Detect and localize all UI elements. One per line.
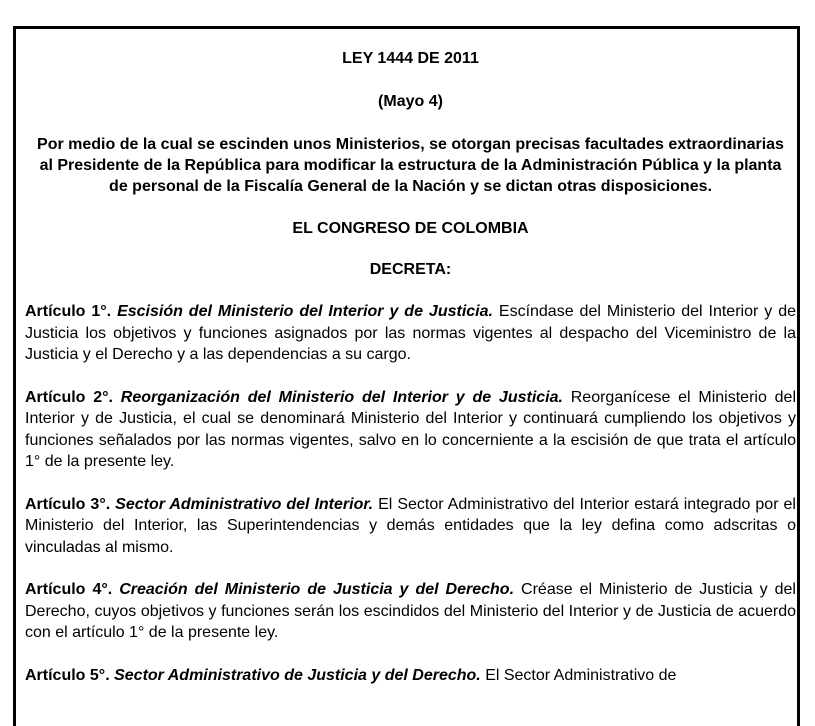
law-summary: Por medio de la cual se escinden unos Ministerios, se otorgan precisas facultades extraordinarias al Presidente de la República para modificar la estructura de la Administración Pública y la planta de personal de la Fiscalía General de la Nación y se dictan otras disposiciones. bbox=[37, 136, 784, 195]
law-date: (Mayo 4) bbox=[378, 93, 443, 110]
article-body: El Sector Administrativo de bbox=[485, 666, 677, 684]
article-body: El Sector Administrativo del Interior estará integrado por el Ministerio del Interior, las Superintendencias y demás entidades que la ley defina como adscritas o vinculadas al mismo. bbox=[25, 495, 796, 556]
article-heading: Reorganización del Ministerio del Interior y de Justicia. bbox=[120, 388, 563, 406]
article-4 bbox=[25, 579, 796, 644]
article-body: Escíndase del Ministerio del Interior y de Justicia los objetivos y funciones asignados por las normas vigentes al despacho del Viceministro de la Justicia y el Derecho y a las dependencias a su cargo. bbox=[25, 303, 796, 363]
article-number: Artículo 2°. bbox=[25, 388, 113, 406]
law-title: LEY 1444 DE 2011 bbox=[342, 50, 479, 67]
issuer-heading: EL CONGRESO DE COLOMBIA bbox=[292, 220, 529, 237]
article-heading: Creación del Ministerio de Justicia y del Derecho. bbox=[119, 581, 515, 598]
article-heading: Escisión del Ministerio del Interior y de Justicia. bbox=[117, 303, 493, 320]
article-2 bbox=[25, 387, 796, 473]
article-body: Créase el Ministerio de Justicia y del Derecho, cuyos objetivos y funciones serán los escindidos del Ministerio del Interior y de Justicia de acuerdo con el artículo 1° de la presente ley. bbox=[25, 581, 796, 641]
article-number: Artículo 5°. bbox=[25, 666, 110, 684]
document-content bbox=[25, 48, 796, 686]
article-3 bbox=[25, 494, 796, 559]
article-heading: Sector Administrativo de Justicia y del Derecho. bbox=[114, 666, 481, 684]
article-5 bbox=[25, 665, 796, 687]
article-1 bbox=[25, 301, 796, 366]
article-number: Artículo 4°. bbox=[25, 581, 113, 598]
article-number: Artículo 1°. bbox=[25, 303, 112, 320]
article-number: Artículo 3°. bbox=[25, 495, 111, 513]
decree-heading: DECRETA: bbox=[369, 261, 452, 278]
article-heading: Sector Administrativo del Interior. bbox=[115, 495, 374, 513]
article-body: Reorganícese el Ministerio del Interior y de Justicia, el cual se denominará Ministerio del Interior y continuará cumpliendo los objetivos y funciones señalados por las normas vigentes, salvo en lo concerniente a la escisión de que trata el artículo 1° de la presente ley. bbox=[25, 388, 796, 470]
